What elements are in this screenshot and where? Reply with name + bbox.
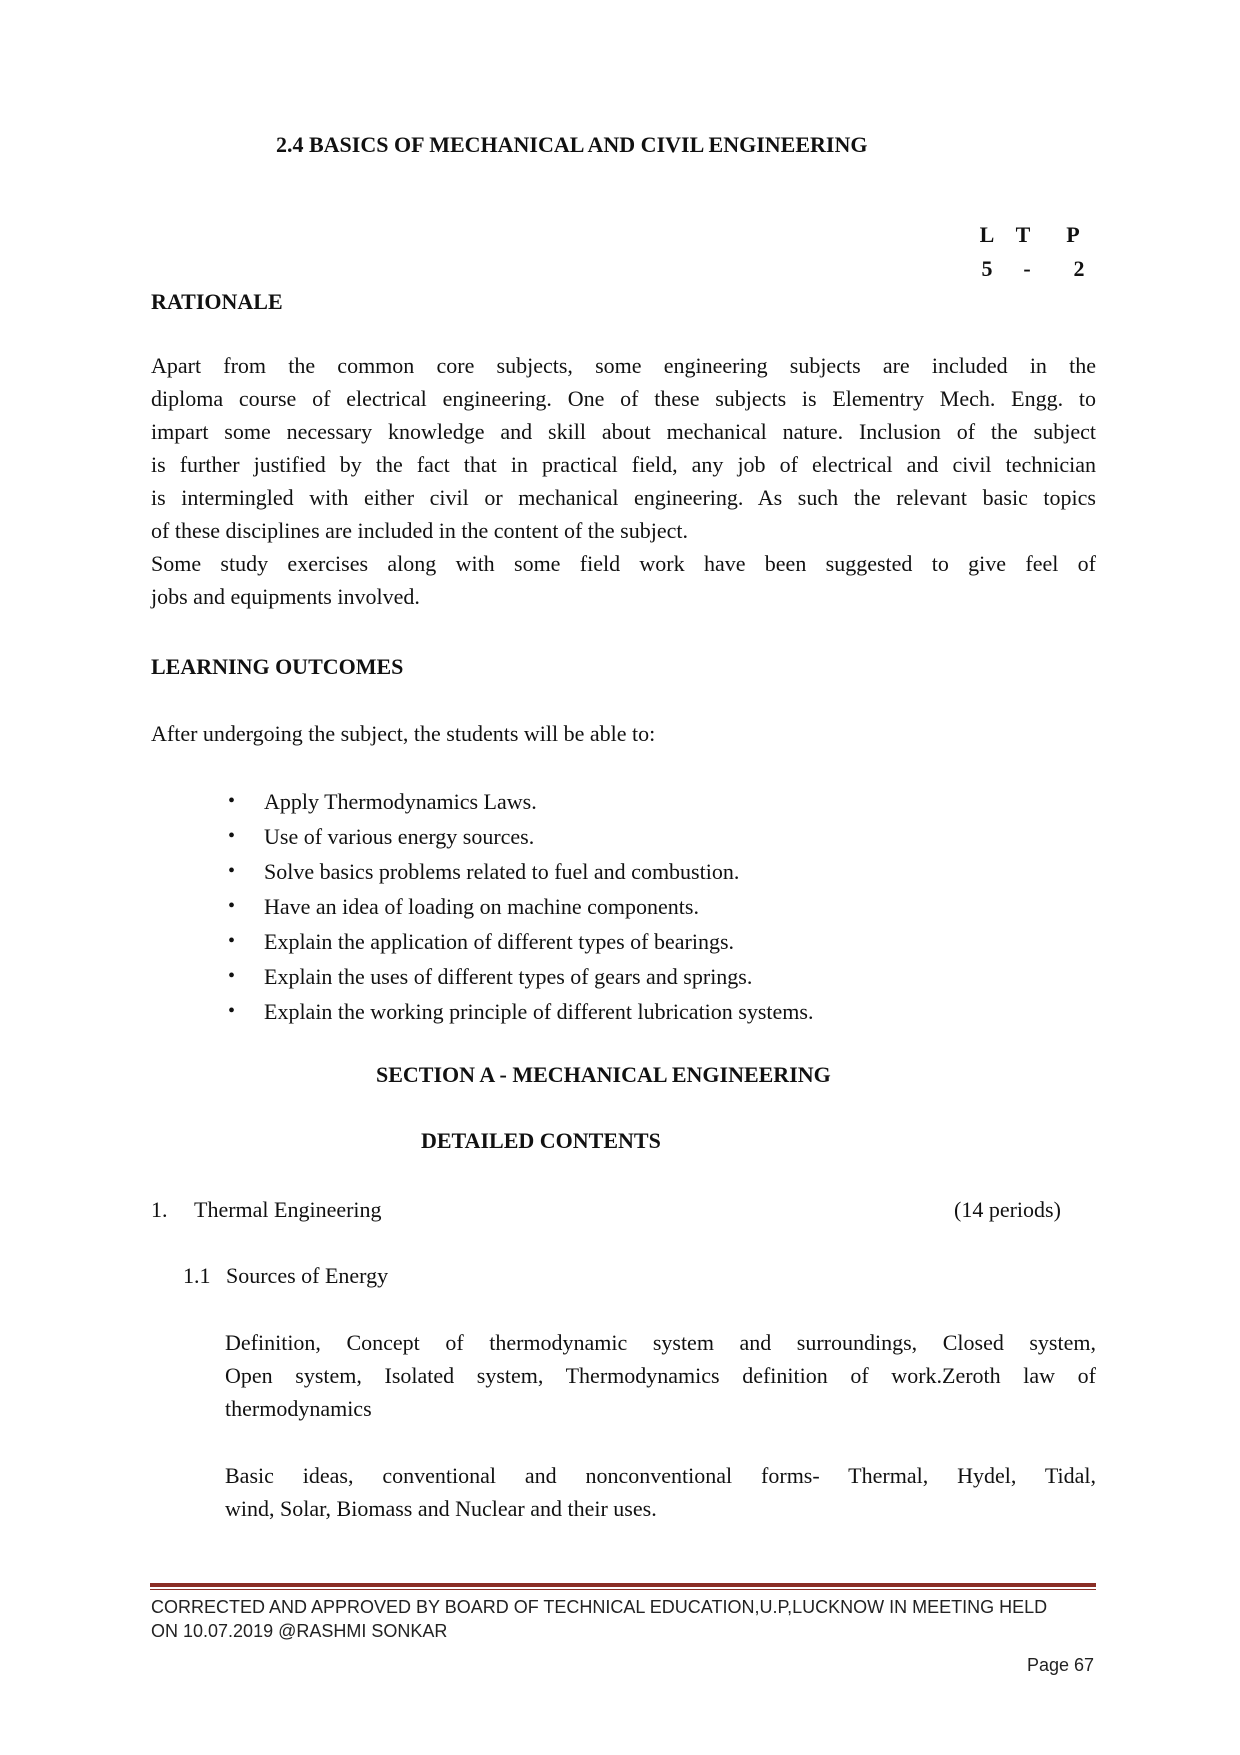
detailed-contents-heading: DETAILED CONTENTS: [421, 1128, 661, 1153]
definition-paragraph: [225, 1326, 1096, 1425]
topic-1-periods: (14 periods): [954, 1197, 1061, 1222]
rationale-line: is intermingled with either civil or mechanical engineering. As such the relevant basic topics: [151, 485, 1096, 510]
learning-outcomes-list: [228, 784, 813, 1029]
list-item: • Explain the application of different types of bearings.: [228, 924, 813, 959]
subtopic-number: 1.1: [183, 1263, 211, 1288]
footer-divider-thin: [150, 1589, 1096, 1590]
section-a-heading: SECTION A - MECHANICAL ENGINEERING: [376, 1062, 831, 1087]
basic-ideas-line: wind, Solar, Biomass and Nuclear and their uses.: [225, 1496, 657, 1521]
ltp-header-p: P: [1066, 222, 1080, 247]
basic-ideas-line: Basic ideas, conventional and nonconventional forms- Thermal, Hydel, Tidal,: [225, 1463, 1096, 1488]
page-number: Page 67: [1027, 1655, 1095, 1675]
learning-outcomes-intro: After undergoing the subject, the students will be able to:: [151, 721, 656, 746]
basic-ideas-paragraph: [225, 1459, 1096, 1525]
subtopic-title: Sources of Energy: [226, 1263, 389, 1288]
rationale-line: Some study exercises along with some field work have been suggested to give feel of: [151, 551, 1096, 576]
rationale-line: Apart from the common core subjects, some engineering subjects are included in the: [151, 353, 1096, 378]
learning-outcomes-heading: LEARNING OUTCOMES: [151, 654, 404, 679]
rationale-line: is further justified by the fact that in practical field, any job of electrical and civil technician: [151, 452, 1096, 477]
list-item: • Apply Thermodynamics Laws.: [228, 784, 813, 819]
definition-line: Open system, Isolated system, Thermodynamics definition of work.Zeroth law of: [225, 1363, 1096, 1388]
footer-line-2: ON 10.07.2019 @RASHMI SONKAR: [151, 1621, 448, 1641]
ltp-value-l: 5: [981, 256, 993, 281]
list-item: • Explain the uses of different types of gears and springs.: [228, 959, 813, 994]
definition-line: thermodynamics: [225, 1396, 372, 1421]
definition-line: Definition, Concept of thermodynamic system and surroundings, Closed system,: [225, 1330, 1096, 1355]
ltp-header-row: [972, 222, 1094, 248]
list-item: • Explain the working principle of different lubrication systems.: [228, 994, 813, 1029]
ltp-value-t: -: [1023, 256, 1031, 281]
ltp-header-l: L: [979, 222, 995, 247]
rationale-line: diploma course of electrical engineering. One of these subjects is Elementry Mech. Engg. to: [151, 386, 1096, 411]
rationale-paragraph: [151, 349, 1096, 613]
rationale-line: impart some necessary knowledge and skill about mechanical nature. Inclusion of the subject: [151, 419, 1096, 444]
list-item: • Use of various energy sources.: [228, 819, 813, 854]
ltp-header-t: T: [1015, 222, 1031, 247]
footer-line-1: CORRECTED AND APPROVED BY BOARD OF TECHNICAL EDUCATION,U.P,LUCKNOW IN MEETING HELD: [151, 1597, 1048, 1617]
topic-1-number: 1.: [151, 1197, 168, 1222]
ltp-value-p: 2: [1073, 256, 1085, 281]
footer-divider: [150, 1583, 1096, 1587]
rationale-heading: RATIONALE: [151, 289, 283, 314]
ltp-value-row: [972, 256, 1094, 282]
topic-1-title: Thermal Engineering: [194, 1197, 382, 1222]
rationale-line: jobs and equipments involved.: [151, 584, 420, 609]
ltp-table: [972, 222, 1094, 282]
document-title: 2.4 BASICS OF MECHANICAL AND CIVIL ENGINEERING: [276, 132, 868, 157]
rationale-line: of these disciplines are included in the content of the subject.: [151, 518, 689, 543]
list-item: • Solve basics problems related to fuel and combustion.: [228, 854, 813, 889]
list-item: • Have an idea of loading on machine components.: [228, 889, 813, 924]
